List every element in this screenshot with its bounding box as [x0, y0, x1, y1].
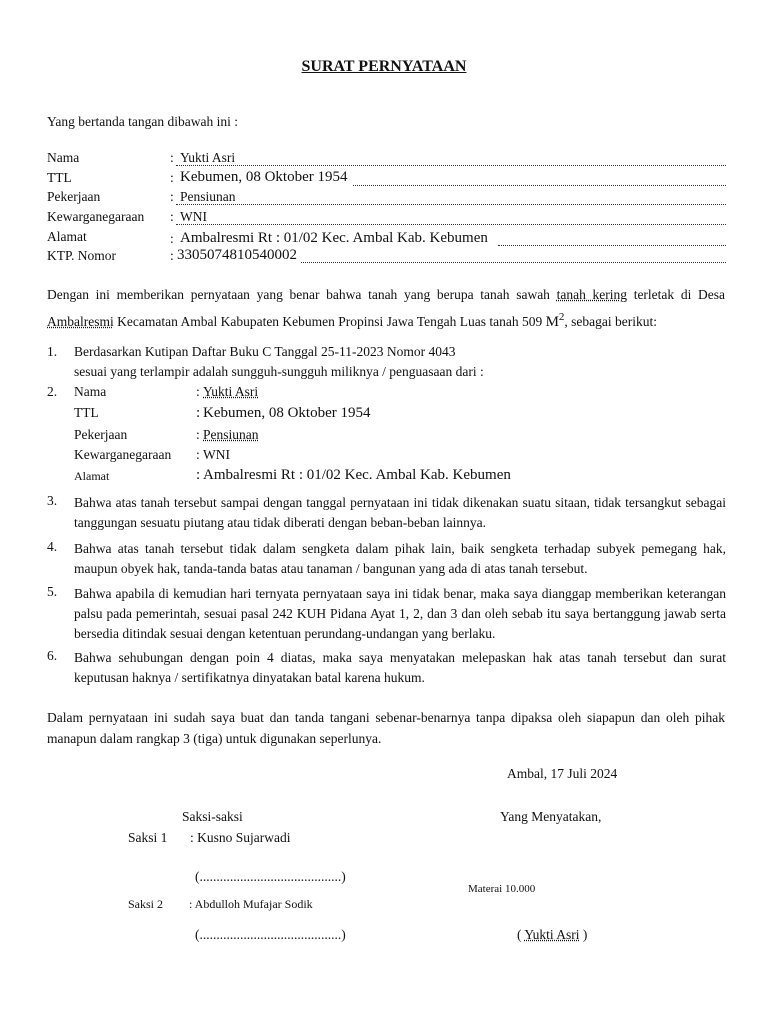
- dotted-line: [176, 204, 726, 205]
- identity-value-pekerjaan: Pensiunan: [180, 189, 236, 204]
- stamp-duty-note: Materai 10.000: [468, 883, 536, 895]
- village-name: Ambalresmi: [47, 314, 114, 329]
- identity-label-pekerjaan: Pekerjaan: [47, 189, 101, 204]
- witness-1-label: Saksi 1: [128, 830, 168, 845]
- owner-value-pekerjaan: Pensiunan: [203, 427, 259, 442]
- witness-2-label: Saksi 2: [128, 897, 164, 911]
- place-date: Ambal, 17 Juli 2024: [507, 766, 618, 781]
- dotted-line: [498, 245, 726, 246]
- identity-label-nama: Nama: [47, 150, 80, 165]
- owner-label-nama: Nama: [74, 384, 107, 399]
- identity-value-kewarganegaraan: WNI: [180, 209, 207, 224]
- item-number: 3.: [47, 493, 58, 508]
- owner-value-ttl: Kebumen, 08 Oktober 1954: [203, 405, 371, 421]
- statement-paragraph: Dengan ini memberikan pernyataan yang benar bahwa tanah yang berupa tanah sawah tanah kering terletak di Desa Ambalresmi Kecamatan Ambal Kabupaten Kebumen Propinsi Jawa Tengah Luas tanah 509 $M^2$, sebagai berikut:: [47, 287, 725, 330]
- item-1-line-2: sesuai yang terlampir adalah sungguh-sungguh miliknya / penguasaan dari :: [74, 364, 484, 379]
- witness-2-signature: (..........................................): [195, 927, 346, 942]
- dotted-line: [176, 165, 726, 166]
- witness-1-name: : Kusno Sujarwadi: [190, 830, 291, 845]
- item-number: 1.: [47, 344, 58, 359]
- identity-label-alamat: Alamat: [47, 229, 87, 244]
- item-6-text: Bahwa sehubungan dengan poin 4 diatas, maka saya menyatakan melepaskan hak atas tanah tersebut dan surat keputusan haknya / sertifikatnya dinyatakan batal karena hukum.: [74, 650, 726, 685]
- item-number: 4.: [47, 539, 58, 554]
- identity-label-kewarganegaraan: Kewarganegaraan: [47, 209, 145, 224]
- owner-value-alamat: Ambalresmi Rt : 01/02 Kec. Ambal Kab. Kebumen: [203, 467, 511, 483]
- owner-value-kewarganegaraan: WNI: [203, 447, 230, 462]
- witness-2-name: : Abdulloh Mufajar Sodik: [189, 897, 313, 911]
- witness-1-signature: (..........................................): [195, 869, 346, 884]
- identity-label-ktp: KTP. Nomor: [47, 248, 117, 263]
- item-number: 6.: [47, 648, 58, 663]
- item-number: 5.: [47, 584, 58, 599]
- area-unit: $M^2$: [545, 311, 565, 330]
- owner-label-pekerjaan: Pekerjaan: [74, 427, 128, 442]
- identity-label-ttl: TTL: [47, 170, 72, 185]
- owner-label-alamat: Alamat: [74, 469, 110, 483]
- declarant-heading: Yang Menyatakan,: [500, 809, 602, 824]
- dotted-line: [176, 224, 726, 225]
- closing-paragraph: Dalam pernyataan ini sudah saya buat dan tanda tangani sebenar-benarnya tanpa dipaksa oleh siapapun dan oleh pihak manapun dalam rangkap 3 (tiga) untuk digunakan seperlunya.: [47, 710, 725, 746]
- identity-value-ttl: Kebumen, 08 Oktober 1954: [180, 169, 348, 185]
- item-4-text: Bahwa atas tanah tersebut tidak dalam sengketa dalam pihak lain, baik sengketa terhadap subyek pemegang hak, maupun obyek hak, tanda-tanda batas atau tanaman / bangunan yang ada di atas tanah tersebut.: [74, 541, 726, 576]
- identity-value-alamat: Ambalresmi Rt : 01/02 Kec. Ambal Kab. Kebumen: [180, 230, 488, 246]
- dotted-line: [301, 262, 726, 263]
- intro-text: Yang bertanda tangan dibawah ini :: [47, 114, 238, 129]
- owner-label-kewarganegaraan: Kewarganegaraan: [74, 447, 172, 462]
- document-title: SURAT PERNYATAAN: [301, 58, 467, 75]
- identity-value-nama: Yukti Asri: [180, 150, 236, 165]
- land-type: tanah kering: [556, 287, 628, 302]
- witness-heading: Saksi-saksi: [182, 809, 243, 824]
- owner-value-nama: Yukti Asri: [203, 384, 259, 399]
- declarant-name: Yukti Asri: [524, 927, 580, 942]
- identity-value-ktp: 3305074810540002: [177, 247, 297, 263]
- dotted-line: [353, 185, 726, 186]
- item-1-line-1: Berdasarkan Kutipan Daftar Buku C Tanggal 25-11-2023 Nomor 4043: [74, 344, 456, 359]
- declarant-signature: ( Yukti Asri ): [517, 927, 588, 942]
- item-3-text: Bahwa atas tanah tersebut sampai dengan tanggal pernyataan ini tidak dikenakan suatu sitaan, tidak tersangkut sebagai tanggungan sesuatu piutang atau tidak diberati dengan beban-beban lainnya.: [74, 495, 726, 530]
- owner-label-ttl: TTL: [74, 405, 99, 420]
- item-number: 2.: [47, 384, 58, 399]
- item-5-text: Bahwa apabila di kemudian hari ternyata pernyataan saya ini tidak benar, maka saya dianggap memberikan keterangan palsu pada pemerintah, sesuai pasal 242 KUH Pidana Ayat 1, 2, dan 3 dan oleh sebab itu saya bertanggung jawab serta bersedia ditindak sesuai dengan ketentuan perundang-undangan yang berlaku.: [74, 586, 726, 641]
